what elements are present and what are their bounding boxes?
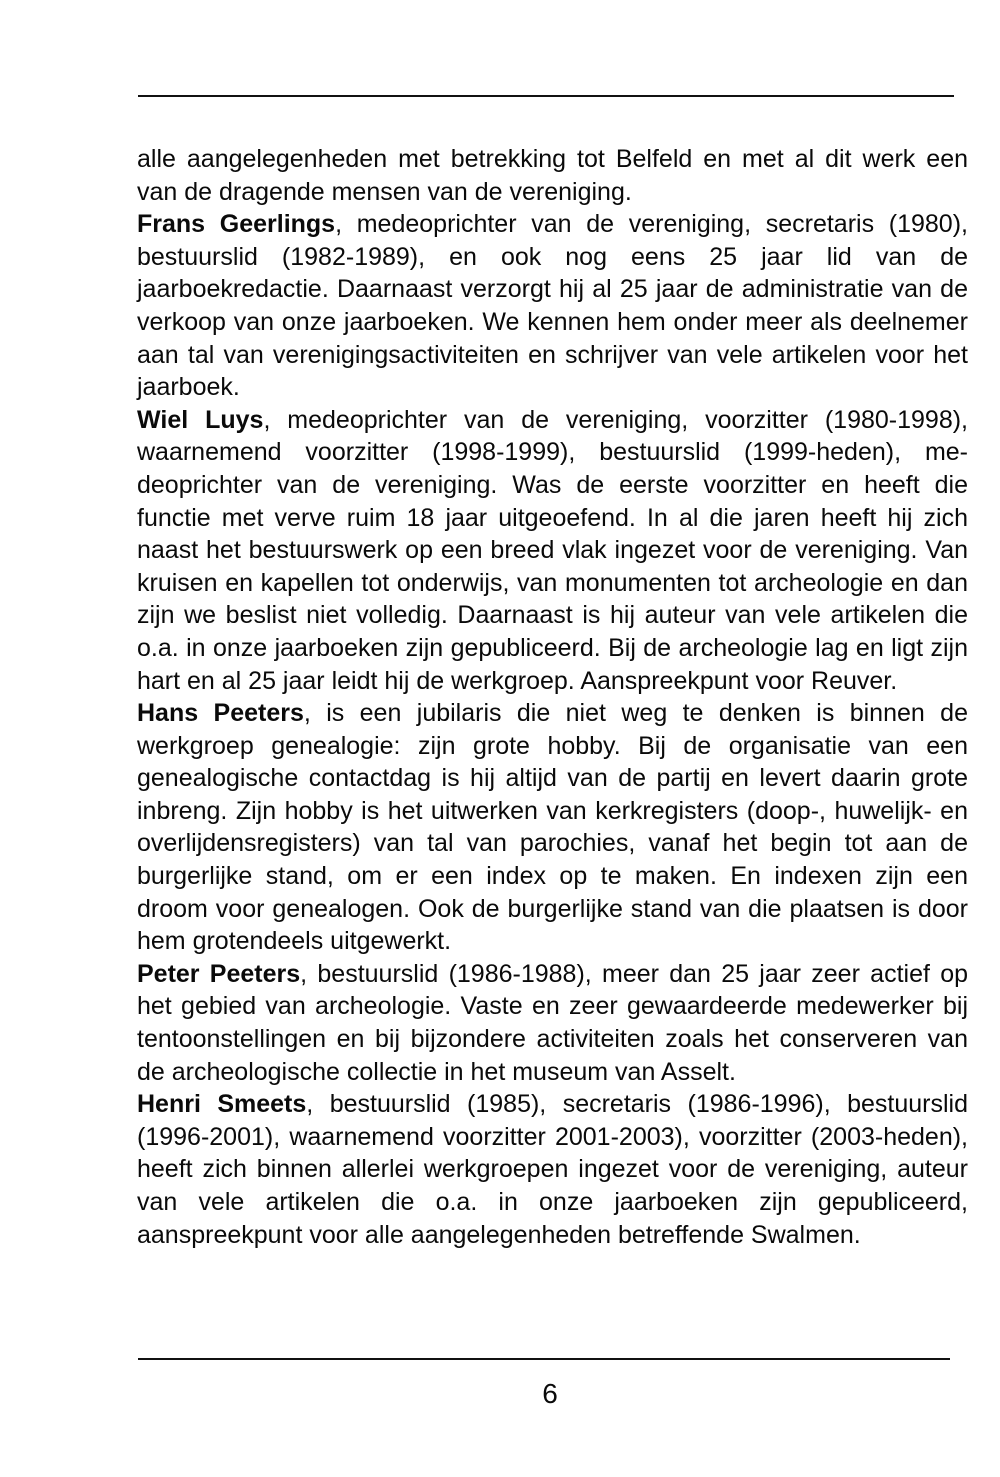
entry-text: , medeoprichter van de vereniging, voorzitter (1980-1998), waarnemend voorzitter (1998-1999), bestuurslid (1999-heden), medeoprichter van de vereniging. Was de eerste voorzitter en heeft die functie met verve ruim 18 jaar uitgeoefend. In al die jaren heeft hij zich naast het bestuurswerk op een breed vlak ingezet voor de vereniging. Van kruisen en kapellen tot onderwijs, van monumenten tot archeologie en dan zijn we beslist niet volledig. Daarnaast is hij auteur van vele artikelen die o.a. in onze jaarboeken zijn gepubliceerd. Bij de archeologie lag en ligt zijn hart en al 25 jaar leidt hij de werkgroep. Aanspreekpunt voor Reuver.	[137, 405, 968, 695]
entry-name: Frans Geerlings	[137, 210, 336, 239]
entry-text: , is een jubilaris die niet weg te denken is binnen de werkgroep genealogie: zijn grote hobby. Bij de organisatie van een genealogische contactdag is hij altijd van de partij en levert daarin grote inbreng. Zijn hobby is het uitwerken van kerkregisters (doop-, huwelijk- en overlijdensregisters) van tal van parochies, vanaf het begin tot aan de burgerlijke stand, om er een index op te maken. En indexen zijn een droom voor genealogen. Ook de burgerlijke stand van die plaatsen is door hem grotendeels uitgewerkt.	[137, 699, 968, 956]
entry-name: Peter Peeters	[137, 959, 301, 988]
entry-name: Hans Peeters	[137, 699, 304, 728]
body-text	[137, 143, 968, 1251]
entry-name: Henri Smeets	[137, 1090, 307, 1119]
entry-paragraph	[137, 1088, 968, 1251]
entry-paragraph	[137, 208, 968, 404]
entry-text: , medeoprichter van de vereniging, secretaris (1980), bestuurslid (1982-1989), en ook nog eens 25 jaar lid van de jaarboekredactie. Daarnaast verzorgt hij al 25 jaar de administratie van de verkoop van onze jaarboeken. We kennen hem onder meer als deelnemer aan tal van verenigingsactiviteiten en schrijver van vele artikelen voor het jaarboek.	[137, 210, 968, 402]
entry-text: , bestuurslid (1986-1988), meer dan 25 jaar zeer actief op het gebied van archeologie. Vaste en zeer gewaardeerde medewerker bij tentoonstellingen en bij bijzondere activiteiten zoals het conserveren van de archeologische collectie in het museum van Asselt.	[137, 959, 969, 1086]
intro-paragraph: alle aangelegenheden met betrekking tot Belfeld en met al dit werk een van de dragende mensen van de vereniging.	[137, 145, 968, 206]
entry-text: , bestuurslid (1985), secretaris (1986-1996), bestuurslid (1996-2001), waarnemend voorzitter 2001-2003), voorzitter (2003-heden), heeft zich binnen allerlei werkgroepen ingezet voor de vereniging, auteur van vele artikelen die o.a. in onze jaarboeken zijn gepubliceerd, aanspreekpunt voor alle aangelegenheden betreffende Swalmen.	[137, 1090, 968, 1249]
header-rule	[138, 95, 954, 97]
entry-paragraph	[137, 697, 968, 958]
footer-rule	[138, 1358, 950, 1360]
entry-paragraph	[137, 404, 968, 697]
page-number: 6	[542, 1378, 558, 1409]
entry-paragraph	[137, 958, 968, 1088]
entry-name: Wiel Luys	[137, 405, 264, 434]
